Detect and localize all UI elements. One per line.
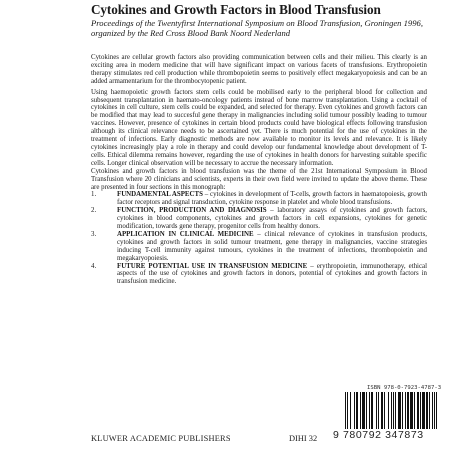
barcode-bar [362, 392, 365, 429]
book-subtitle: Proceedings of the Twentyfirst International Symposium on Blood Transfusion, Groningen 1996, organized by the Red Cross Blood Bank Noord Nederland [91, 18, 423, 38]
barcode-bar [405, 392, 406, 429]
barcode-digits: 9 780792 347873 [333, 429, 424, 441]
section-text: – erythropoietin, immunotherapy, ethical aspects of the use of cytokines and growth factors in donors, potential of cytokines and growth factors in transfusion medicine. [117, 262, 428, 286]
section-number: 4. [91, 262, 97, 270]
barcode-bar [426, 392, 428, 429]
barcode-bar [350, 392, 351, 429]
barcode-bar [391, 392, 392, 429]
barcode-bar [414, 392, 415, 429]
barcode-bar [429, 392, 430, 429]
barcode-bar [407, 392, 409, 429]
barcode-bar [393, 392, 394, 429]
barcode-bar [422, 392, 425, 429]
barcode-bar [345, 392, 346, 429]
section-item [91, 263, 427, 287]
barcode-bar [398, 392, 401, 429]
barcode-bar [402, 392, 403, 429]
section-text: – laboratory assays of cytokines and growth factors, cytokines in blood components, cytokines and growth factors in cell expansions, cytokines for genetic modification, towards gene therapy, progenitor cells from healthy donors. [117, 207, 427, 231]
barcode-bar [366, 392, 367, 429]
barcode-bar [384, 392, 385, 429]
barcode-bar [432, 392, 433, 429]
barcode-bar [381, 392, 383, 429]
section-number: 2. [91, 207, 97, 215]
section-heading: FUTURE POTENTIAL USE IN TRANSFUSION MEDICINE [117, 262, 308, 270]
barcode-bar [369, 392, 370, 429]
barcode-bar [376, 392, 377, 429]
barcode-bar [420, 392, 421, 429]
catalog-number: DIHI 32 [289, 434, 318, 443]
section-item [91, 231, 427, 263]
blurb-paragraph: Using haemopoietic growth factors stem cells could be mobilised early to the peripheral blood for collection and subsequent transplantation in haemato-oncology patients instead of bone marrow transplantation. Using a cocktail of cytokines in cell culture, stem cells could be expanded, and selected for therapy. Even cytokines and growth factors can be modified that may lead to succesful gene therapy in malignancies including solid tumour possibly leading to tumour vaccines. However, presence of cytokines in certain blood products could have biological effects following transfusion although its clinical relevance needs to be ascertained yet. There is much potential for the use of cytokines in the treatment of infections. Early diagnostic methods are now available to monitor its levels and relevance. It is likely cytokines increasingly play a role in therapy and could develop our fundamental knowledge about development of T-cells. Ethical dilemma remains however, regarding the use of cytokines in health donors for harvesting suitable specific cells. Longer clinical observation will be necessary to accrue the necessary information. [91, 88, 427, 167]
isbn-label: ISBN 978-0-7923-4787-3 [367, 385, 442, 391]
sections-list [91, 191, 427, 286]
barcode-bar [417, 392, 419, 429]
section-heading: FUNDAMENTAL ASPECTS [117, 191, 203, 199]
barcode-bar [371, 392, 373, 429]
blurb-paragraph: Cytokines and growth factors in blood transfusion was the theme of the 21st International Symposium in Blood Transfusion where 20 clinicians and scientists, experts in their own field were invited to update the above theme. These are presented in four sections in this monograph: [91, 167, 427, 191]
section-heading: APPLICATION IN CLINICAL MEDICINE [117, 230, 254, 238]
barcode-bar [410, 392, 413, 429]
section-number: 1. [91, 191, 97, 199]
publisher-name: KLUWER ACADEMIC PUBLISHERS [91, 434, 231, 443]
section-item [91, 191, 427, 207]
barcode-bar [347, 392, 348, 429]
barcode-bar [378, 392, 379, 429]
barcode-image [345, 392, 437, 429]
section-number: 3. [91, 230, 97, 238]
blurb-paragraph: Cytokines are cellular growth factors also providing communication between cells and their milieu. This clearly is an exciting area in modern medicine that will have significant impact on various facets of transfusions. Erythropoietin therapy stimulates red cell production while thrombopoietin seems to positively effect megakaryopoiesis and can be an added armamentarium for the thrombocytopenic patient. [91, 54, 427, 85]
section-text: – cytokines in development of T-cells, growth factors in haematopoiesis, growth factor receptors and signal transduction, cytokine response in platelet and whole blood transfusions. [117, 191, 427, 207]
barcode-bar [436, 392, 437, 429]
blurb-body [91, 54, 427, 286]
section-heading: FUNCTION, PRODUCTION AND DIAGNOSIS [117, 207, 267, 215]
section-text: – clinical relevance of cytokines in transfusion products, cytokines and growth factors in solid tumour treatment, gene therapy in malignancies, vaccine strategies inducing T-cell immunity against tumours, cytokines in the treatment of infections, thrombopoietin and megakaryopoiesis. [117, 230, 427, 262]
barcode-bar [356, 392, 358, 429]
barcode-bar [388, 392, 389, 429]
barcode-bar [434, 392, 435, 429]
barcode-bar [395, 392, 396, 429]
barcode-bar [354, 392, 355, 429]
section-item [91, 207, 427, 231]
book-title: Cytokines and Growth Factors in Blood Transfusion [91, 2, 381, 17]
barcode-bar [360, 392, 361, 429]
